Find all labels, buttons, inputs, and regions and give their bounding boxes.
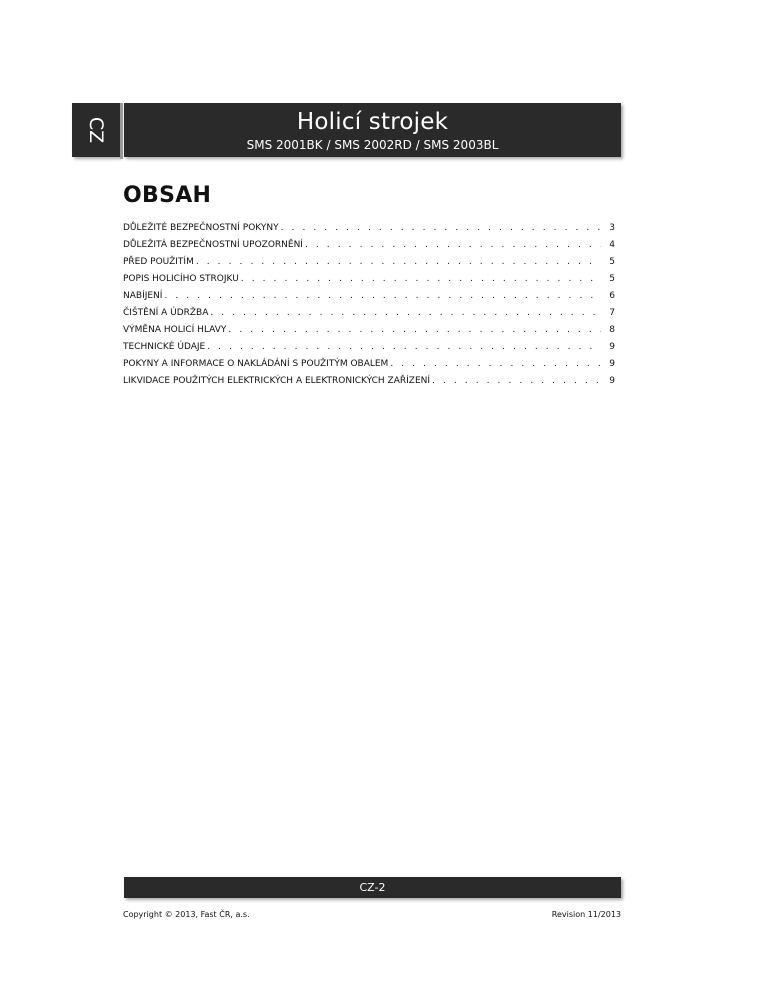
language-tab-divider xyxy=(120,103,123,159)
toc-entry-page: 4 xyxy=(609,240,615,250)
toc-leader-dots xyxy=(205,339,601,356)
toc-leader-dots xyxy=(239,271,601,288)
toc-entry-page: 9 xyxy=(609,342,615,352)
toc-leader-dots xyxy=(226,322,601,339)
toc-entry[interactable] xyxy=(123,356,615,373)
toc-entry-page: 5 xyxy=(609,274,615,284)
toc-entry-title: POPIS HOLICÍHO STROJKU xyxy=(123,274,239,284)
toc-entry[interactable] xyxy=(123,237,615,254)
toc-entry[interactable] xyxy=(123,271,615,288)
toc-entry-title: DŮLEŽITÉ BEZPEČNOSTNÍ POKYNY xyxy=(123,223,279,233)
page-number: CZ-2 xyxy=(359,881,386,894)
toc-entry-title: ČIŠTĚNÍ A ÚDRŽBA xyxy=(123,308,209,318)
toc-entry[interactable] xyxy=(123,288,615,305)
toc-entry-title: NABÍJENÍ xyxy=(123,291,163,301)
toc-entry-title: TECHNICKÉ ÚDAJE xyxy=(123,342,206,352)
toc-entry-title: LIKVIDACE POUŽITÝCH ELEKTRICKÝCH A ELEKTRONICKÝCH ZAŘÍZENÍ xyxy=(123,376,431,386)
language-tab xyxy=(72,103,120,157)
toc-entry-page: 9 xyxy=(609,376,615,386)
toc-entry[interactable] xyxy=(123,322,615,339)
toc-entry-page: 7 xyxy=(609,308,615,318)
footer-band xyxy=(124,877,621,898)
toc-entry-page: 9 xyxy=(609,359,615,369)
toc-entry-page: 6 xyxy=(609,291,615,301)
toc-leader-dots xyxy=(208,305,601,322)
toc-entry-title: VÝMĚNA HOLICÍ HLAVY xyxy=(123,325,227,335)
toc-entry-title: PŘED POUŽITÍM xyxy=(123,257,194,267)
toc-entry[interactable] xyxy=(123,254,615,271)
toc-heading: OBSAH xyxy=(123,183,212,208)
header-band xyxy=(124,103,621,157)
toc-leader-dots xyxy=(279,220,601,237)
copyright-notice: Copyright © 2013, Fast ČR, a.s. xyxy=(123,910,250,919)
language-tab-label: CZ xyxy=(85,116,107,144)
toc-entry[interactable] xyxy=(123,220,615,237)
model-numbers: SMS 2001BK / SMS 2002RD / SMS 2003BL xyxy=(246,138,499,152)
toc-entry-page: 5 xyxy=(609,257,615,267)
toc-entry-title: POKYNY A INFORMACE O NAKLÁDÁNÍ S POUŽITÝM OBALEM xyxy=(123,359,389,369)
toc-entry[interactable] xyxy=(123,373,615,390)
toc-leader-dots xyxy=(388,356,601,373)
toc-entry-title: DŮLEŽITÁ BEZPEČNOSTNÍ UPOZORNĚNÍ xyxy=(123,240,303,250)
toc-leader-dots xyxy=(430,373,601,390)
toc-leader-dots xyxy=(194,254,601,271)
toc-leader-dots xyxy=(162,288,601,305)
toc-entry-page: 8 xyxy=(609,325,615,335)
revision-label: Revision 11/2013 xyxy=(551,910,621,919)
toc-entry[interactable] xyxy=(123,339,615,356)
document-title: Holicí strojek xyxy=(296,109,449,135)
toc-entry-page: 3 xyxy=(609,223,615,233)
table-of-contents xyxy=(123,220,615,390)
toc-leader-dots xyxy=(303,237,601,254)
toc-entry[interactable] xyxy=(123,305,615,322)
